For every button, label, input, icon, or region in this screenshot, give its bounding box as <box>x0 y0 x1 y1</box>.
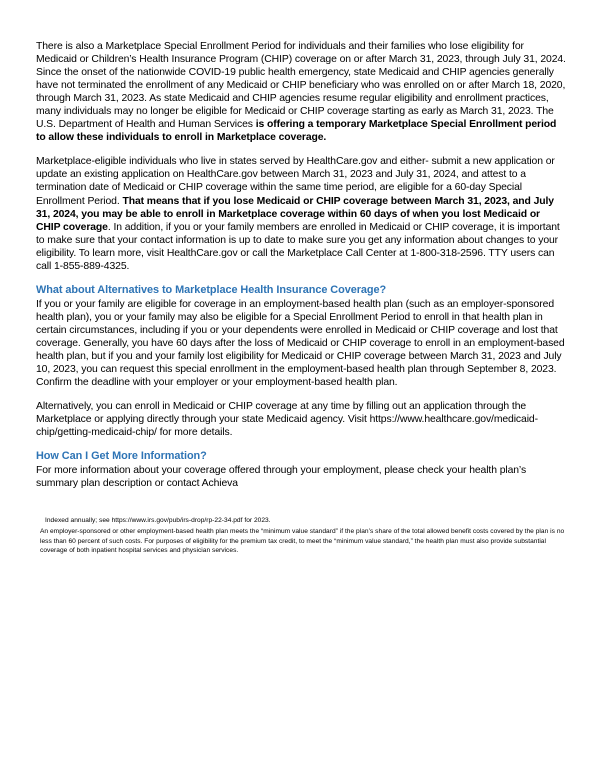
section-heading-more-information: How Can I Get More Information? <box>36 450 207 463</box>
footnote-item: An employer-sponsored or other employment-based health plan meets the “minimum value standard” if the plan’s share of the total allowed benefit costs covered by the plan is no less than 60 percent of such costs. For purposes of eligibility for the premium tax credit, to meet the “minimum value standard,” the health plan must also provide substantial coverage of both inpatient hospital services and physician services. <box>40 528 565 555</box>
section-heading-alternatives: What about Alternatives to Marketplace Health Insurance Coverage? <box>36 283 387 296</box>
paragraph-text-normal: There is also a Marketplace Special Enrollment Period for individuals and their families who lose eligibility for Medicaid or Children’s Health Insurance Program (CHIP) coverage on or after March 31, 2023, through July 31, 2024. Since the onset of the nationwide COVID-19 public health emergency, state Medicaid and CHIP agencies generally have not terminated the enrollment of any Medicaid or CHIP beneficiary who was enrolled on or after March 18, 2020, through March 31, 2023. As state Medicaid and CHIP agencies resume regular eligibility and enrollment practices, many individuals may no longer be eligible for Medicaid or CHIP coverage starting as early as March 31, 2023. The U.S. Department of Health and Human Services <box>36 41 566 131</box>
paragraph-more-information: For more information about your coverage offered through your employment, please check your health plan’s summary plan description or contact Achieva <box>36 465 527 490</box>
paragraph-text-normal: Marketplace-eligible individuals who live in states served by HealthCare.gov and either- submit a new application or update an existing application on HealthCare.gov between March 31, 2023 and July 31, 2024, and attest to a termination date of Medicaid or CHIP coverage within the same time period, are eligible for a 60-day Special Enrollment Period. <box>36 156 555 207</box>
footnote-area <box>36 516 566 556</box>
paragraph-special-enrollment-period <box>36 40 566 144</box>
paragraph-text-normal-tail: . In addition, if you or your family members are enrolled in Medicaid or CHIP coverage, it is important to make sure that your contact information is up to date to make sure you get any information about changes to your eligibility. To learn more, visit HealthCare.gov or call the Marketplace Call Center at 1-800-318-2596. TTY users can call 1-855-889-4325. <box>36 221 560 272</box>
paragraph-alternatively-medicaid-chip: Alternatively, you can enroll in Medicaid or CHIP coverage at any time by filling out an application through the Marketplace or applying directly through your state Medicaid agency. Visit https://www.healthcare.gov/medicaid-chip/getting-medicaid-chip/ for more details. <box>36 401 538 439</box>
section-alternatives <box>36 284 566 389</box>
paragraph-text-bold: That means that if you lose Medicaid or CHIP coverage between March 31, 2023, and July 31, 2024, you may be able to enroll in Marketplace coverage within 60 days of when you lost Medicaid or CHIP coverage <box>36 195 554 233</box>
footnote-item: Indexed annually; see https://www.irs.gov/pub/irs-drop/rp-22-34.pdf for 2023. <box>45 517 271 525</box>
paragraph-text-bold: is offering a temporary Marketplace Special Enrollment period to allow these individuals to enroll in Marketplace coverage. <box>36 119 557 144</box>
section-more-information <box>36 450 566 490</box>
paragraph-marketplace-eligible <box>36 155 566 272</box>
paragraph-alternatives-employment-plan: If you or your family are eligible for coverage in an employment-based health plan (such as an employer-sponsored health plan), you or your family may also be eligible for a Special Enrollment Period to enroll in that health plan in certain circumstances, including if you or your dependents were enrolled in Medicaid or CHIP coverage and lost that coverage. Generally, you have 60 days after the loss of Medicaid or CHIP coverage to enroll in an employment-based health plan, but if you and your family lost eligibility for Medicaid or CHIP coverage between March 31, 2023 and July 10, 2023, you can request this special enrollment in the employment-based health plan through September 8, 2023. Confirm the deadline with your employer or your employment-based health plan. <box>36 298 565 388</box>
